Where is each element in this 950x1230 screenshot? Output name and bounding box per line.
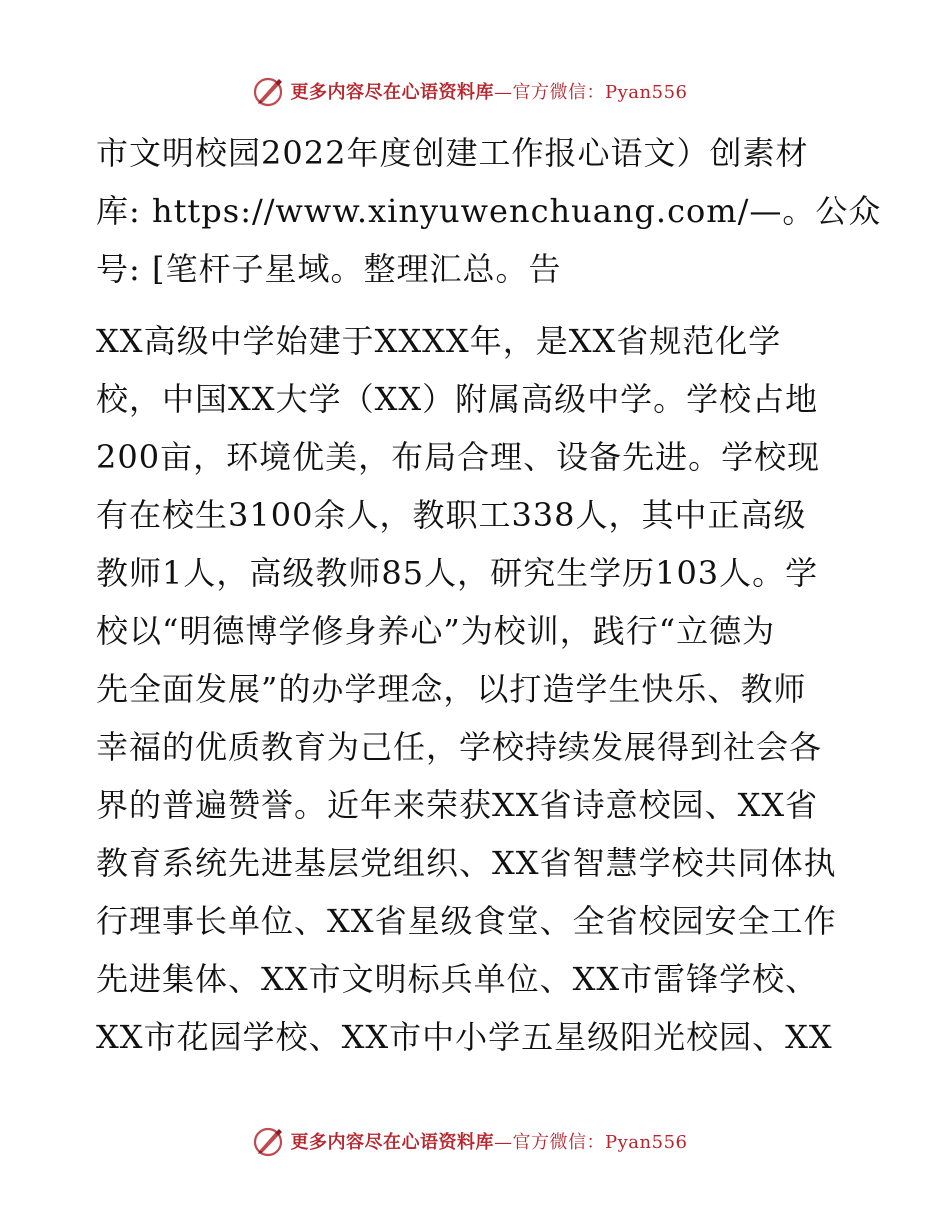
banner-text (291, 78, 688, 104)
pen-logo-icon (251, 1124, 285, 1158)
body-line: 幸福的优质教育为己任，学校持续发展得到社会各 (96, 728, 823, 766)
banner-text (291, 1128, 688, 1154)
banner-dash: — (494, 1132, 513, 1153)
banner-main-text: 更多内容尽在心语资料库 (290, 82, 495, 103)
body-line: 先进集体、XX市文明标兵单位、XX市雷锋学校、 (96, 960, 819, 998)
footer-banner (0, 1121, 950, 1161)
banner-wechat-id: Pyan556 (605, 1132, 688, 1153)
body-line: 教师1人，高级教师85人，研究生学历103人。学 (96, 554, 819, 592)
body-line: 校以“明德博学修身养心”为校训，践行“立德为 (96, 612, 776, 650)
banner-main-text: 更多内容尽在心语资料库 (290, 1132, 495, 1153)
header-line: 市文明校园2022年度创建工作报心语文）创素材 (96, 134, 809, 172)
banner-content (251, 74, 688, 108)
body-line: 校，中国XX大学（XX）附属高级中学。学校占地 (96, 380, 819, 418)
body-line: XX高级中学始建于XXXX年，是XX省规范化学 (96, 322, 782, 360)
body-line: 200亩，环境优美，布局合理、设备先进。学校现 (96, 438, 821, 476)
pen-logo-icon (251, 74, 285, 108)
banner-wechat-label: 官方微信： (512, 82, 606, 103)
banner-wechat-label: 官方微信： (512, 1132, 606, 1153)
body-line: XX市花园学校、XX市中小学五星级阳光校园、XX (96, 1018, 833, 1056)
header-line: 库: https://www.xinyuwenchuang.com/—。公众 (96, 192, 882, 230)
header-line: 号: [笔杆子星域。整理汇总。告 (96, 250, 562, 288)
paragraph-gap (96, 298, 856, 312)
banner-wechat-id: Pyan556 (605, 82, 688, 103)
banner-content (251, 1124, 688, 1158)
body-line: 有在校生3100余人，教职工338人，其中正高级 (96, 496, 807, 534)
body-line: 先全面发展”的办学理念，以打造学生快乐、教师 (96, 670, 807, 708)
body-line: 教育系统先进基层党组织、XX省智慧学校共同体执 (96, 844, 837, 882)
body-line: 界的普遍赞誉。近年来荣获XX省诗意校园、XX省 (96, 786, 819, 824)
banner-dash: — (494, 82, 513, 103)
body-line: 行理事长单位、XX省星级食堂、全省校园安全工作 (96, 902, 837, 940)
header-banner (0, 71, 950, 111)
document-body (96, 124, 882, 1066)
